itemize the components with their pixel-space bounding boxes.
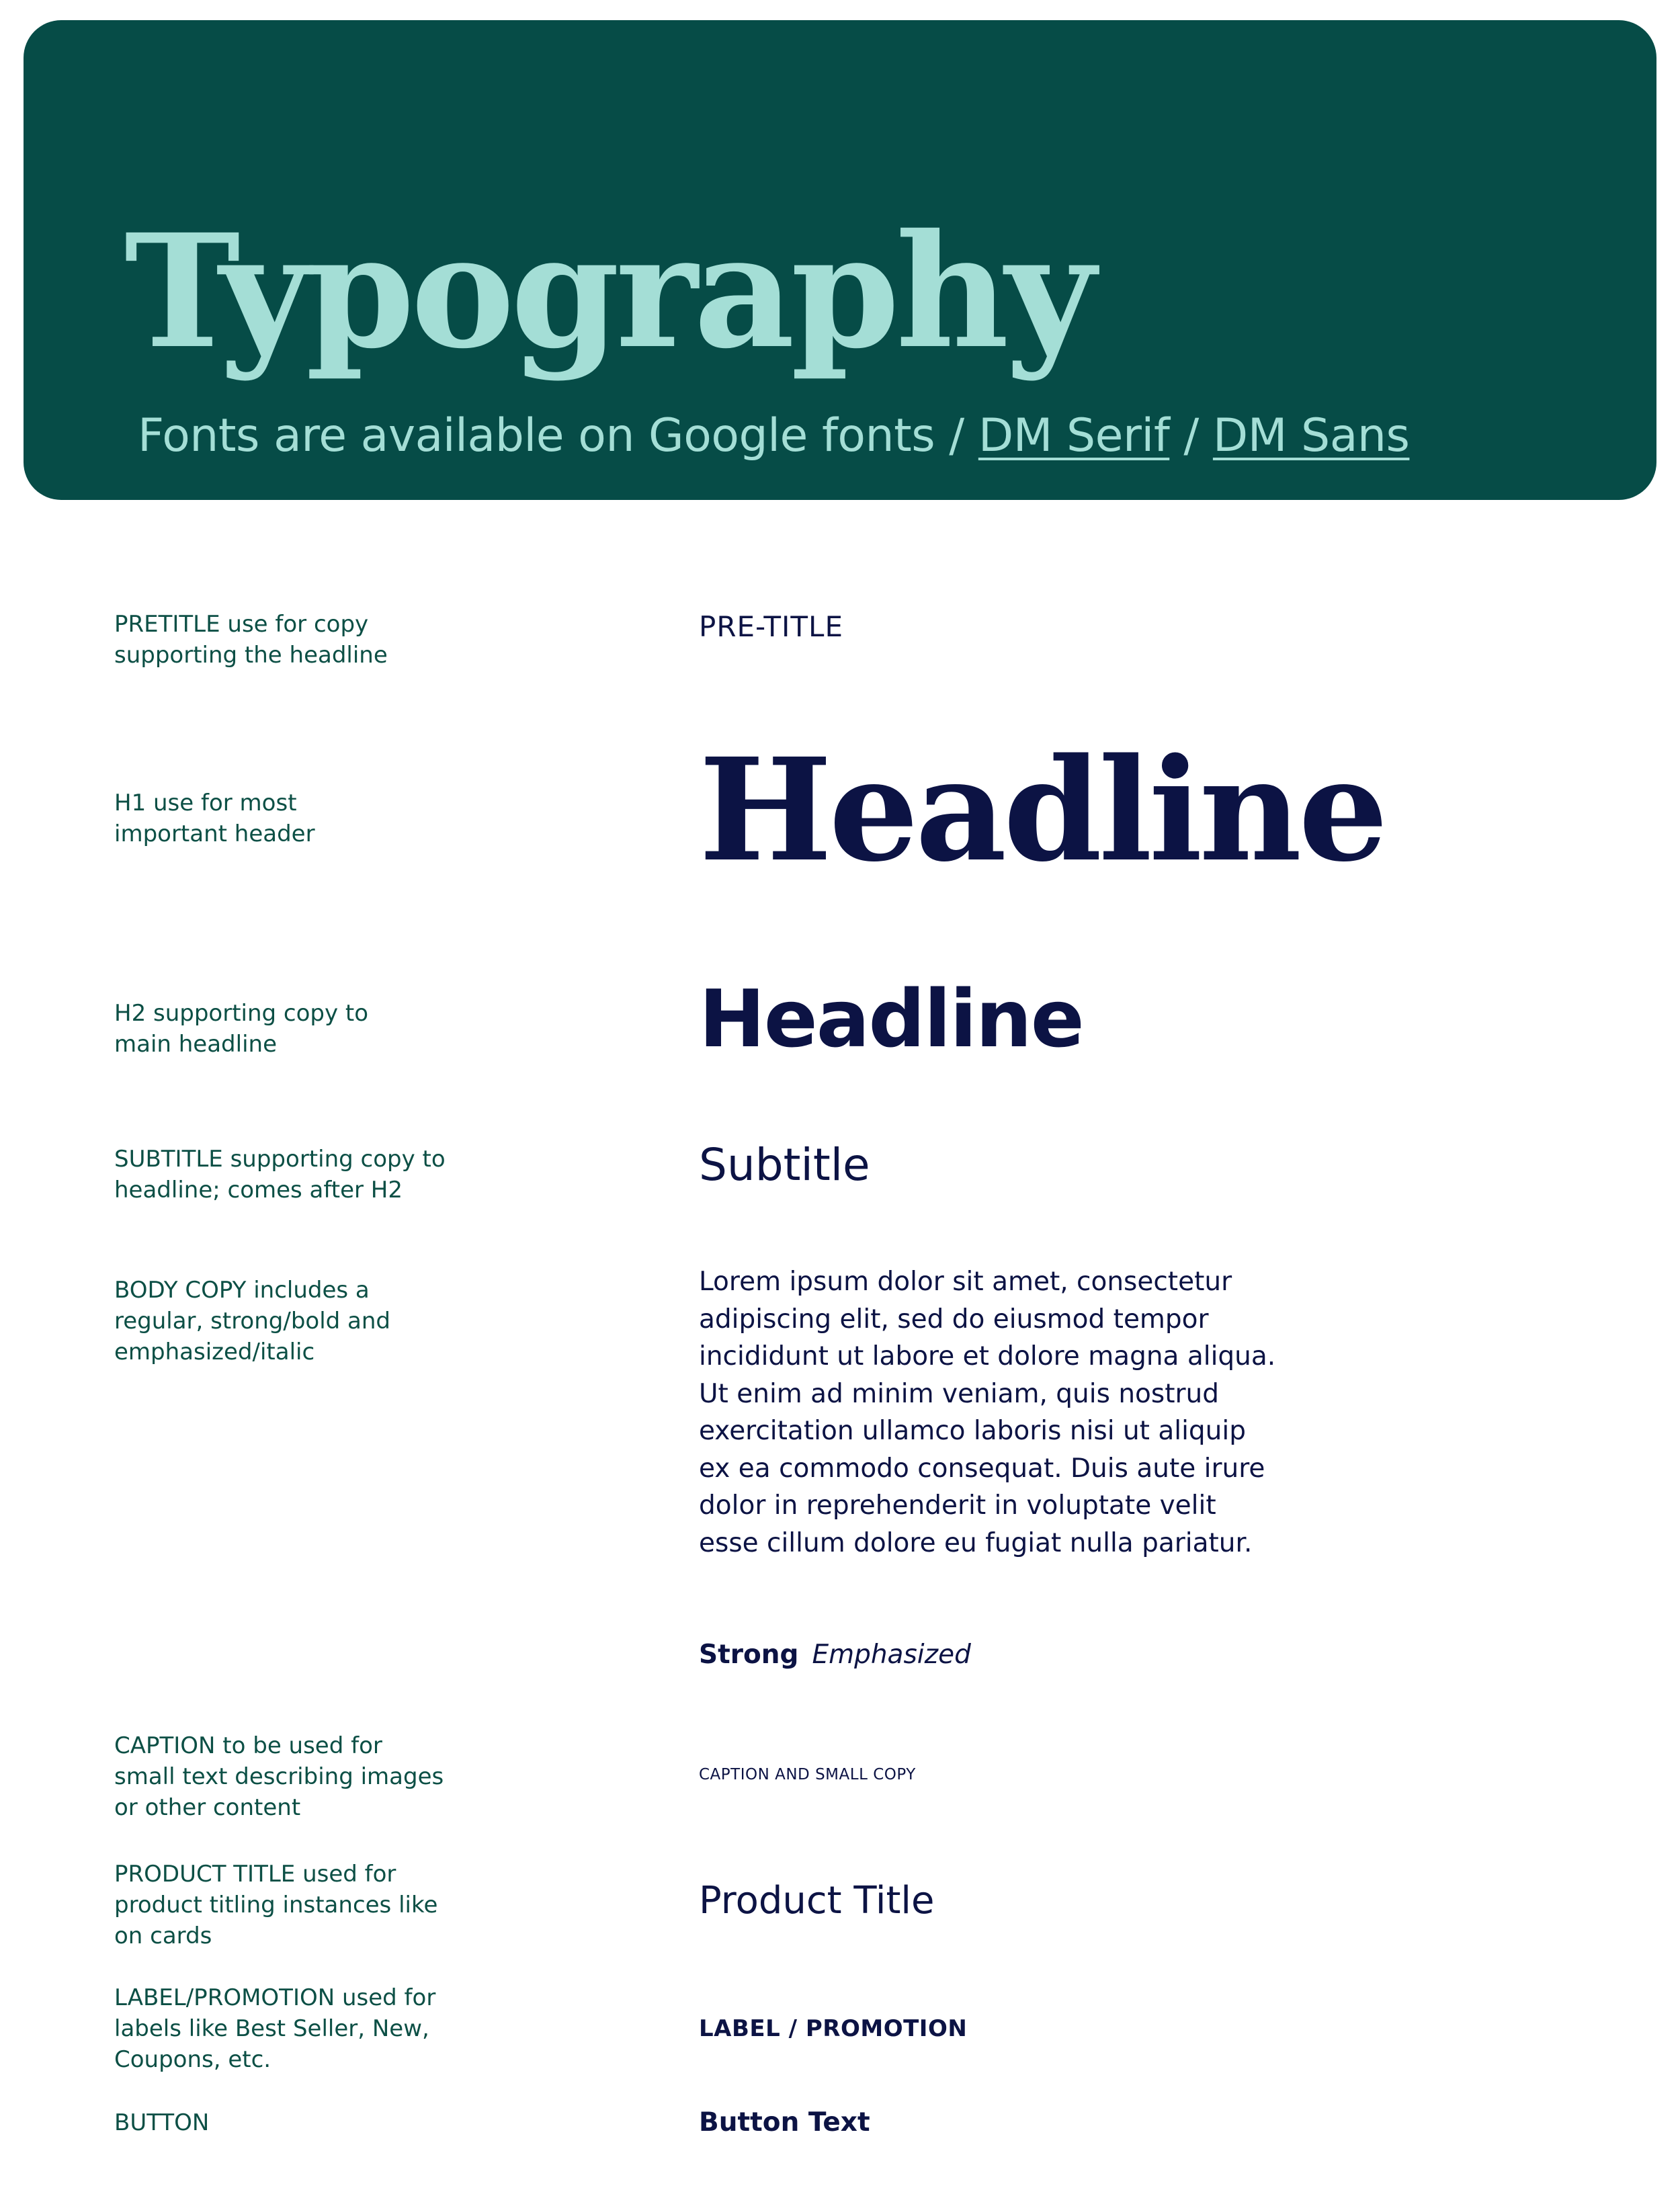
hero-subtitle-separator: /: [1169, 409, 1213, 462]
h2-sample: Headline: [699, 972, 1083, 1065]
body-copy-description: BODY COPY includes a regular, strong/bold and emphasized/italic: [114, 1277, 391, 1365]
dm-sans-link[interactable]: DM Sans: [1212, 409, 1410, 462]
emphasized-sample: Emphasized: [812, 1640, 971, 1670]
caption-sample: CAPTION AND SMALL COPY: [699, 1766, 916, 1783]
strong-sample: Strong: [699, 1640, 799, 1670]
pretitle-sample: PRE-TITLE: [699, 610, 843, 643]
h1-sample: Headline: [699, 727, 1385, 893]
dm-serif-link[interactable]: DM Serif: [978, 409, 1170, 462]
body-copy-sample: Lorem ipsum dolor sit amet, consectetur adipiscing elit, sed do eiusmod tempor incididunt ut labore et dolore magna aliqua. Ut enim ad minim veniam, quis nostrud exercitation ullamco laboris nisi ut aliquip ex ea commodo consequat. Duis aute irure dolor in reprehenderit in voluptate velit esse cillum dolore eu fugiat nulla pariatur.: [699, 1267, 1276, 1558]
subtitle-sample: Subtitle: [699, 1139, 870, 1191]
product-title-sample: Product Title: [699, 1879, 935, 1923]
pretitle-description: PRETITLE use for copy supporting the headline: [114, 611, 388, 669]
h2-description: H2 supporting copy to main headline: [114, 1000, 369, 1058]
strong-emphasized-sample: [699, 1640, 971, 1670]
hero-banner: [24, 20, 1656, 500]
hero-subtitle-text: Fonts are available on Google fonts /: [138, 409, 978, 462]
subtitle-description: SUBTITLE supporting copy to headline; comes after H2: [114, 1146, 446, 1203]
button-description: BUTTON: [114, 2109, 210, 2136]
label-promotion-description: LABEL/PROMOTION used for labels like Best Seller, New, Coupons, etc.: [114, 1984, 436, 2073]
button-text-sample[interactable]: Button Text: [699, 2107, 870, 2138]
label-promotion-sample: LABEL / PROMOTION: [699, 2015, 968, 2042]
page-title: Typography: [124, 200, 1092, 383]
caption-description: CAPTION to be used for small text describing images or other content: [114, 1732, 444, 1821]
product-title-description: PRODUCT TITLE used for product titling instances like on cards: [114, 1861, 438, 1949]
h1-description: H1 use for most important header: [114, 790, 315, 847]
hero-subtitle: [138, 411, 1409, 462]
